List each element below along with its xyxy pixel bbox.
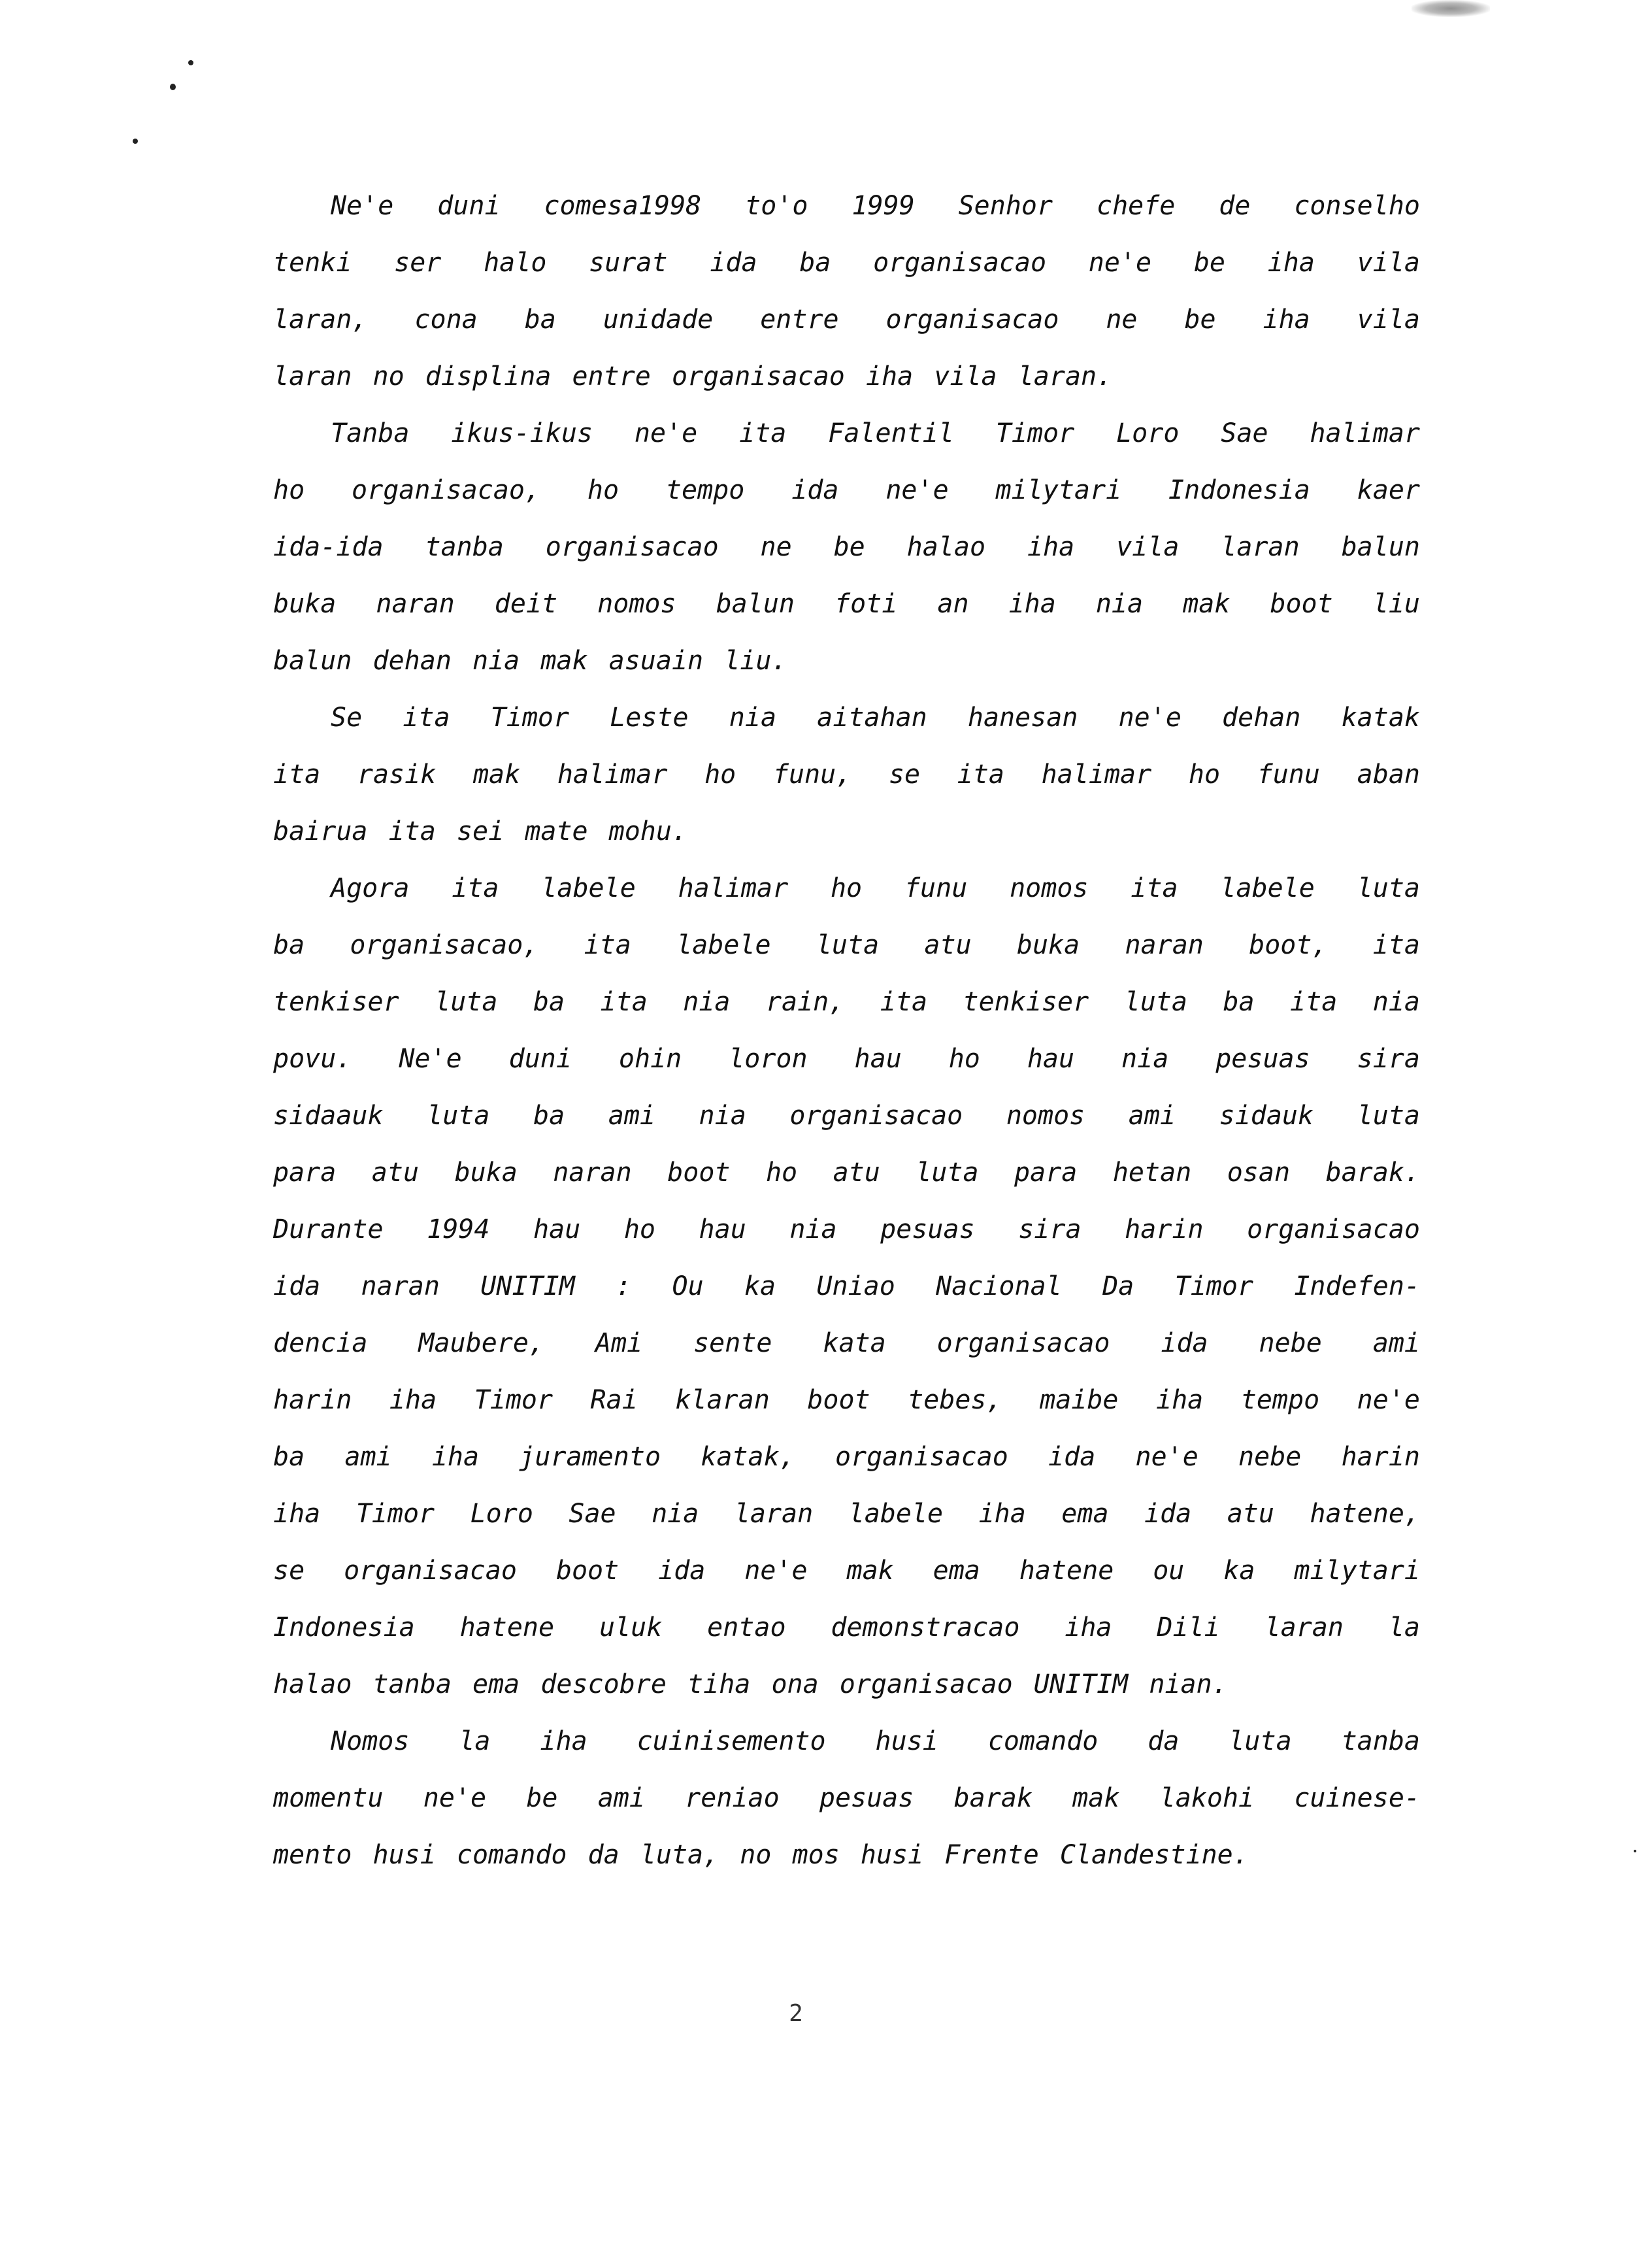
text-line: halao tanba ema descobre tiha ona organisacao UNITIM nian. [273, 1669, 1228, 1699]
text-line: ba ami iha juramento katak, organisacao ida ne'e nebe harin [273, 1442, 1420, 1472]
text-line: dencia Maubere, Ami sente kata organisacao ida nebe ami [273, 1328, 1420, 1358]
scan-speck [133, 139, 138, 144]
text-line: Durante 1994 hau ho hau nia pesuas sira harin organisacao [273, 1214, 1420, 1244]
text-line: ba organisacao, ita labele luta atu buka naran boot, ita [273, 930, 1420, 960]
text-line: tenkiser luta ba ita nia rain, ita tenkiser luta ba ita nia [273, 987, 1420, 1017]
text-line: se organisacao boot ida ne'e mak ema hatene ou ka milytari [273, 1556, 1420, 1586]
text-line: Ne'e duni comesa1998 to'o 1999 Senhor chefe de conselho [331, 191, 1420, 221]
text-line: Indonesia hatene uluk entao demonstracao iha Dili laran la [273, 1612, 1420, 1643]
text-line: Se ita Timor Leste nia aitahan hanesan ne'e dehan katak [331, 703, 1420, 733]
text-line: Agora ita labele halimar ho funu nomos ita labele luta [331, 873, 1420, 903]
text-line: iha Timor Loro Sae nia laran labele iha ema ida atu hatene, [273, 1499, 1420, 1529]
text-line: laran, cona ba unidade entre organisacao ne be iha vila [273, 305, 1420, 335]
scan-speck [1634, 1850, 1636, 1852]
scan-speck [188, 60, 193, 65]
text-line: sidaauk luta ba ami nia organisacao nomos ami sidauk luta [273, 1101, 1420, 1131]
text-line: momentu ne'e be ami reniao pesuas barak mak lakohi cuinese- [273, 1783, 1420, 1813]
text-line: mento husi comando da luta, no mos husi Frente Clandestine. [273, 1840, 1249, 1870]
text-line: laran no displina entre organisacao iha vila laran. [273, 361, 1113, 392]
text-line: Tanba ikus-ikus ne'e ita Falentil Timor Loro Sae halimar [331, 418, 1420, 448]
text-line: balun dehan nia mak asuain liu. [273, 646, 787, 676]
text-line: ida naran UNITIM : Ou ka Uniao Nacional Da Timor Indefen- [273, 1271, 1420, 1301]
text-line: tenki ser halo surat ida ba organisacao ne'e be iha vila [273, 248, 1420, 278]
text-line: para atu buka naran boot ho atu luta para hetan osan barak. [273, 1158, 1420, 1188]
scan-speck [170, 84, 176, 90]
text-line: ho organisacao, ho tempo ida ne'e milytari Indonesia kaer [273, 475, 1420, 505]
text-line: ita rasik mak halimar ho funu, se ita halimar ho funu aban [273, 760, 1420, 790]
text-line: bairua ita sei mate mohu. [273, 816, 688, 846]
text-line: ida-ida tanba organisacao ne be halao iha vila laran balun [273, 532, 1420, 562]
text-line: harin iha Timor Rai klaran boot tebes, maibe iha tempo ne'e [273, 1385, 1420, 1415]
text-line: Nomos la iha cuinisemento husi comando da luta tanba [331, 1726, 1420, 1756]
text-line: buka naran deit nomos balun foti an iha nia mak boot liu [273, 589, 1420, 619]
page-number: 2 [789, 2000, 803, 2027]
scan-smudge [1412, 0, 1490, 17]
text-line: povu. Ne'e duni ohin loron hau ho hau nia pesuas sira [273, 1044, 1420, 1074]
